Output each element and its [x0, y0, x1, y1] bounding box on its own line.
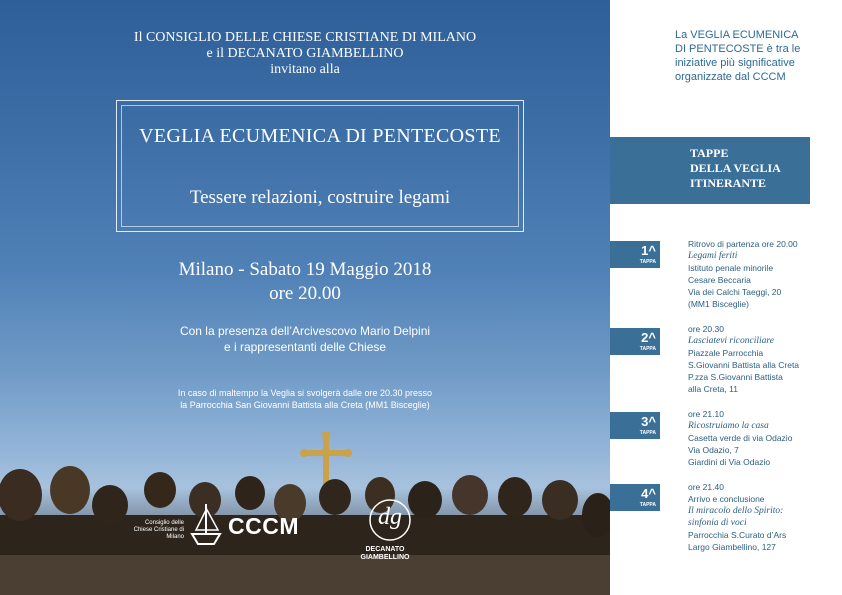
stop-1-line: Via dei Calchi Taeggi, 20 — [688, 287, 782, 297]
presence-line-2: e i rappresentanti delle Chiese — [223, 340, 387, 354]
sidebar-intro — [675, 28, 835, 84]
stop-2-badge — [610, 328, 660, 355]
decanato-logo-text: DECANATO GIAMBELLINO — [360, 546, 410, 561]
stop-1-label: TAPPA — [639, 259, 656, 265]
stop-3-number: 3^ — [641, 414, 656, 429]
tappe-heading-line-3: ITINERANTE — [690, 176, 767, 190]
stop-4-line: Largo Giambellino, 127 — [688, 542, 776, 552]
intro-line-4: organizzate dal CCCM — [675, 71, 786, 83]
event-title: VEGLIA ECUMENICA DI PENTECOSTE — [139, 125, 501, 147]
stop-3-title: Ricostruiamo la casa — [688, 421, 769, 431]
stop-4-line: ore 21.40 — [688, 482, 724, 492]
tappe-heading — [690, 146, 781, 191]
stop-4-line: Parrocchia S.Curato d’Ars — [688, 530, 787, 540]
intro-line-1: La VEGLIA ECUMENICA — [675, 29, 799, 41]
stop-3-text — [688, 408, 838, 468]
event-date: Milano - Sabato 19 Maggio 2018 — [178, 259, 432, 280]
stop-1-line: Ritrovo di partenza ore 20.00 — [688, 239, 798, 249]
stop-4-number: 4^ — [641, 486, 656, 501]
boat-logo-icon — [186, 500, 226, 550]
crowd-silhouette — [0, 455, 610, 595]
stop-3-label: TAPPA — [639, 430, 656, 436]
stop-2-line: Piazzale Parrocchia — [688, 348, 764, 358]
intro-line-3: iniziative più significative — [675, 57, 795, 69]
header-line-3: invitano alla — [270, 62, 340, 77]
stop-1-line: Cesare Beccaria — [688, 275, 751, 285]
weather-note-line-2: la Parrocchia San Giovanni Battista alla Creta (MM1 Bisceglie) — [180, 400, 430, 410]
weather-note-line-1: In caso di maltempo la Veglia si svolgerà dalle ore 20.30 presso — [177, 388, 433, 398]
event-subtitle: Tessere relazioni, costruire legami — [189, 187, 451, 208]
stop-1-badge — [610, 241, 660, 268]
cccm-logo-text: CCCM — [228, 513, 299, 539]
stop-3-line: Giardini di Via Odazio — [688, 457, 771, 467]
tappe-heading-line-2: DELLA VEGLIA — [690, 161, 781, 175]
dg-logo-text: dg — [378, 504, 402, 530]
stop-2-line: P.zza S.Giovanni Battista — [688, 372, 783, 382]
stop-2-line: alla Creta, 11 — [688, 384, 738, 394]
event-time: ore 20.00 — [269, 283, 341, 304]
header-line-2: e il DECANATO GIAMBELLINO — [206, 46, 404, 61]
stop-1-title: Legami feriti — [688, 251, 738, 261]
stop-4-badge — [610, 484, 660, 511]
tappe-heading-box — [610, 137, 810, 204]
stop-1-line: (MM1 Bisceglie) — [688, 299, 749, 309]
tappe-heading-line-1: TAPPE — [690, 146, 729, 160]
stop-2-line: ore 20.30 — [688, 324, 724, 334]
header-line-1: Il CONSIGLIO DELLE CHIESE CRISTIANE DI MILANO — [133, 30, 477, 45]
stop-4-line: Arrivo e conclusione — [688, 494, 765, 504]
stop-3-line: ore 21.10 — [688, 409, 724, 419]
stop-2-number: 2^ — [641, 330, 656, 345]
stop-1-number: 1^ — [641, 243, 656, 258]
stop-1-text — [688, 238, 838, 310]
consiglio-logo-text: Consiglio delle Chiese Cristiane di Milano — [133, 520, 184, 540]
stop-2-line: S.Giovanni Battista alla Creta — [688, 360, 800, 370]
stop-2-label: TAPPA — [639, 346, 656, 352]
stop-2-text — [688, 323, 838, 395]
stop-1-line: Istituto penale minorile — [688, 263, 774, 273]
stop-4-label: TAPPA — [639, 502, 656, 508]
presence-line-1: Con la presenza dell’Arcivescovo Mario Delpini — [179, 324, 431, 338]
stop-3-line: Via Odazio, 7 — [688, 445, 739, 455]
stop-4-title: sinfonia di voci — [688, 518, 747, 528]
stop-2-title: Lasciatevi riconciliare — [688, 336, 774, 346]
title-frame — [116, 100, 524, 232]
stop-3-badge — [610, 412, 660, 439]
stop-4-title: Il miracolo dello Spirito: — [688, 506, 784, 516]
intro-line-2: DI PENTECOSTE è tra le — [675, 43, 801, 55]
stop-3-line: Casetta verde di via Odazio — [688, 433, 793, 443]
stop-4-text — [688, 481, 838, 553]
